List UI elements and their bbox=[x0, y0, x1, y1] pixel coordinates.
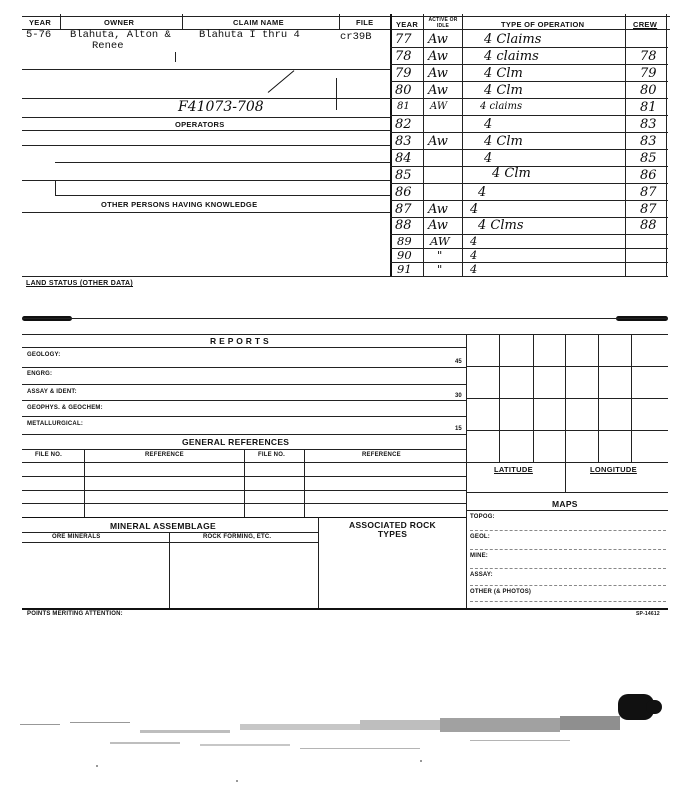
activity-operation: 4 Clm bbox=[484, 83, 523, 98]
year-header: YEAR bbox=[29, 18, 52, 27]
form-code: SP-14612 bbox=[636, 611, 660, 617]
activity-crew: 87 bbox=[640, 185, 657, 200]
activity-status: " bbox=[437, 248, 443, 262]
type-of-operation-header: TYPE OF OPERATION bbox=[501, 20, 585, 29]
activity-year: 84 bbox=[395, 151, 412, 166]
activity-status: Aw bbox=[428, 218, 448, 233]
maps-topog: TOPOG: bbox=[470, 514, 495, 520]
activity-crew: 79 bbox=[640, 66, 657, 81]
crew-header: CREW bbox=[633, 20, 658, 29]
record-owner-line1: Blahuta, Alton & bbox=[70, 29, 171, 41]
activity-year: 89 bbox=[397, 234, 412, 248]
activity-crew: 88 bbox=[640, 218, 657, 233]
activity-operation: 4 Clm bbox=[492, 166, 531, 181]
activity-year: 79 bbox=[395, 66, 412, 81]
activity-crew: 87 bbox=[640, 202, 657, 217]
activity-year: 91 bbox=[397, 262, 412, 276]
points-meriting-attention: POINTS MERITING ATTENTION: bbox=[27, 611, 123, 617]
activity-year: 90 bbox=[397, 248, 412, 262]
activity-crew: 81 bbox=[640, 100, 657, 115]
activity-status: Aw bbox=[428, 134, 448, 149]
maps-title: MAPS bbox=[552, 499, 578, 509]
activity-status: Aw bbox=[428, 83, 448, 98]
activity-operation: 4 bbox=[470, 202, 479, 217]
general-refs-title: GENERAL REFERENCES bbox=[182, 437, 290, 447]
record-year: 5-76 bbox=[26, 29, 52, 41]
activity-operation: 4 Clm bbox=[484, 66, 523, 81]
report-label: GEOLOGY: bbox=[27, 352, 61, 358]
activity-year: 87 bbox=[395, 202, 412, 217]
maps-assay: ASSAY: bbox=[470, 572, 493, 578]
claim-name-header: CLAIM NAME bbox=[233, 18, 284, 27]
activity-operation: 4 bbox=[484, 151, 493, 166]
longitude-label: LONGITUDE bbox=[590, 465, 637, 474]
report-tick: 30 bbox=[455, 393, 462, 399]
activity-year: 85 bbox=[395, 168, 412, 183]
mineral-title: MINERAL ASSEMBLAGE bbox=[110, 521, 216, 531]
activity-operation: 4 claims bbox=[484, 49, 539, 64]
activity-status: Aw bbox=[428, 66, 448, 81]
activity-status: Aw bbox=[428, 49, 448, 64]
reference2-header: REFERENCE bbox=[362, 452, 401, 458]
activity-operation: 4 Clms bbox=[478, 218, 524, 233]
activity-status: AW bbox=[430, 101, 448, 112]
activity-crew: 80 bbox=[640, 83, 657, 98]
year2-header: YEAR bbox=[396, 20, 419, 29]
activity-crew: 83 bbox=[640, 117, 657, 132]
activity-crew: 85 bbox=[640, 151, 657, 166]
handwritten-number: F41073-708 bbox=[178, 99, 264, 115]
record-file: cr39B bbox=[340, 31, 372, 43]
activity-operation: 4 bbox=[470, 262, 478, 276]
activity-year: 77 bbox=[395, 32, 412, 47]
activity-year: 78 bbox=[395, 49, 412, 64]
land-status-label: LAND STATUS (OTHER DATA) bbox=[26, 280, 134, 287]
file-header: FILE bbox=[356, 18, 374, 27]
report-label: ENGRG: bbox=[27, 371, 53, 377]
report-label: ASSAY & IDENT: bbox=[27, 389, 77, 395]
activity-year: 88 bbox=[395, 218, 412, 233]
maps-geol: GEOL: bbox=[470, 534, 490, 540]
report-label: METALLURGICAL: bbox=[27, 421, 84, 427]
activity-operation: 4 claims bbox=[480, 101, 523, 112]
activity-operation: 4 bbox=[470, 248, 478, 262]
activity-operation: 4 Claims bbox=[484, 32, 542, 47]
owner-header: OWNER bbox=[104, 18, 135, 27]
activity-year: 80 bbox=[395, 83, 412, 98]
operators-label: OPERATORS bbox=[175, 120, 225, 129]
activity-year: 83 bbox=[395, 134, 412, 149]
activity-operation: 4 bbox=[470, 234, 478, 248]
activity-year: 82 bbox=[395, 117, 412, 132]
active-idle-header: ACTIVE OR IDLE bbox=[428, 17, 458, 29]
record-claim-name: Blahuta I thru 4 bbox=[199, 29, 300, 41]
maps-mine: MINE: bbox=[470, 553, 488, 559]
record-owner-line2: Renee bbox=[92, 40, 124, 52]
other-persons-label: OTHER PERSONS HAVING KNOWLEDGE bbox=[101, 200, 258, 209]
reference-header: REFERENCE bbox=[145, 452, 184, 458]
activity-crew: 86 bbox=[640, 168, 657, 183]
report-tick: 45 bbox=[455, 359, 462, 365]
activity-operation: 4 Clm bbox=[484, 134, 523, 149]
activity-status: " bbox=[437, 262, 443, 276]
pen-stroke bbox=[268, 70, 295, 93]
activity-crew: 83 bbox=[640, 134, 657, 149]
ore-minerals-header: ORE MINERALS bbox=[52, 534, 101, 540]
report-label: GEOPHYS. & GEOCHEM: bbox=[27, 405, 103, 411]
file-no2-header: FILE NO. bbox=[258, 452, 285, 458]
reports-title: R E P O R T S bbox=[210, 336, 270, 346]
activity-status: Aw bbox=[428, 202, 448, 217]
rock-forming-header: ROCK FORMING, ETC. bbox=[203, 534, 272, 540]
latitude-label: LATITUDE bbox=[494, 465, 533, 474]
activity-year: 86 bbox=[395, 185, 412, 200]
report-tick: 15 bbox=[455, 426, 462, 432]
associated-rock-types: ASSOCIATED ROCK TYPES bbox=[349, 520, 436, 539]
activity-status: Aw bbox=[428, 32, 448, 47]
activity-status: AW bbox=[430, 234, 450, 248]
activity-year: 81 bbox=[397, 101, 410, 112]
activity-operation: 4 bbox=[478, 185, 487, 200]
maps-other: OTHER (& PHOTOS) bbox=[470, 589, 532, 595]
activity-operation: 4 bbox=[484, 117, 493, 132]
file-no-header: FILE NO. bbox=[35, 452, 62, 458]
activity-crew: 78 bbox=[640, 49, 657, 64]
